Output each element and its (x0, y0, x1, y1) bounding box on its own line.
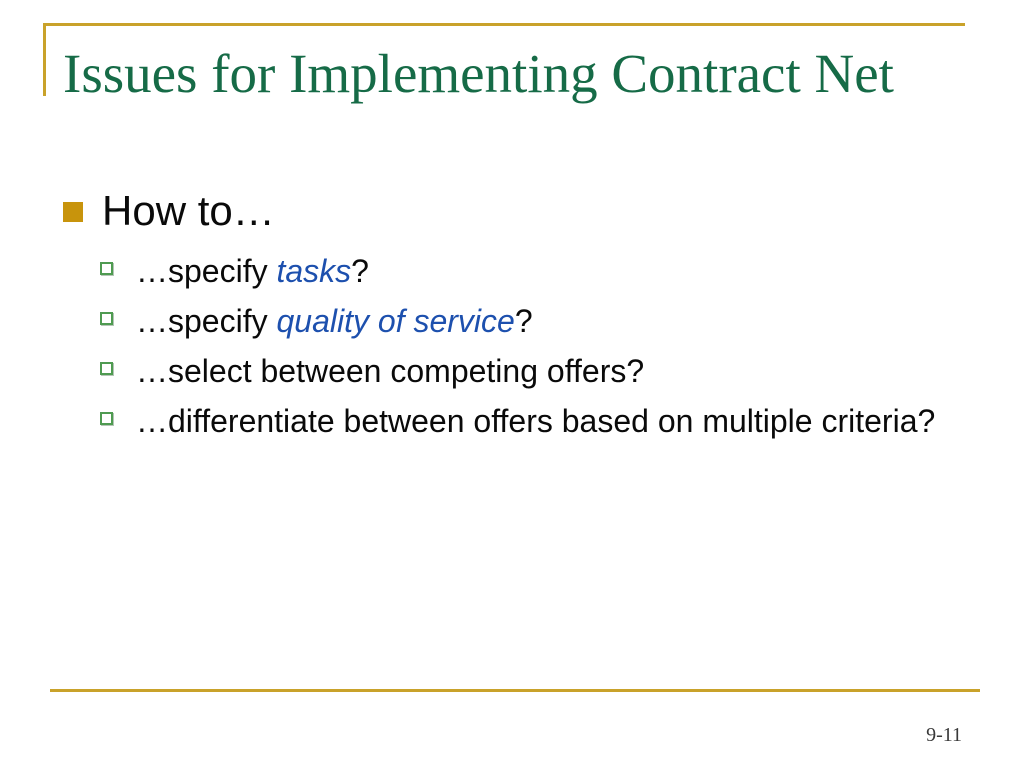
bullet-text (136, 302, 533, 340)
hollow-square-bullet-icon (100, 262, 113, 275)
emphasized-term: tasks (276, 253, 352, 289)
text-segment: …select between competing offers? (136, 353, 645, 389)
text-segment: ? (351, 253, 369, 289)
text-segment: …specify (136, 303, 277, 339)
bullet-text (136, 352, 644, 390)
text-segment: …specify (136, 253, 277, 289)
hollow-square-bullet-icon (100, 412, 113, 425)
emphasized-term: quality of service (276, 303, 515, 339)
bullet-text (136, 252, 369, 290)
sub-bullet-list (100, 252, 945, 452)
page-number: 9-11 (926, 724, 962, 746)
bottom-divider (50, 689, 980, 692)
title-left-accent-bar (43, 23, 46, 96)
filled-square-bullet-icon (63, 202, 83, 222)
hollow-square-bullet-icon (100, 362, 113, 375)
hollow-square-bullet-icon (100, 312, 113, 325)
text-segment: …differentiate between offers based on multiple criteria? (136, 403, 936, 439)
bullet-text (136, 402, 935, 440)
list-item-level2 (100, 302, 945, 340)
list-item-level2 (100, 402, 945, 440)
top-divider (43, 23, 965, 26)
list-item-level1 (63, 189, 275, 233)
page-title: Issues for Implementing Contract Net (63, 43, 894, 104)
list-item-level2 (100, 252, 945, 290)
list-item-level2 (100, 352, 945, 390)
bullet-heading-text: How to… (102, 187, 275, 234)
text-segment: ? (514, 303, 533, 339)
